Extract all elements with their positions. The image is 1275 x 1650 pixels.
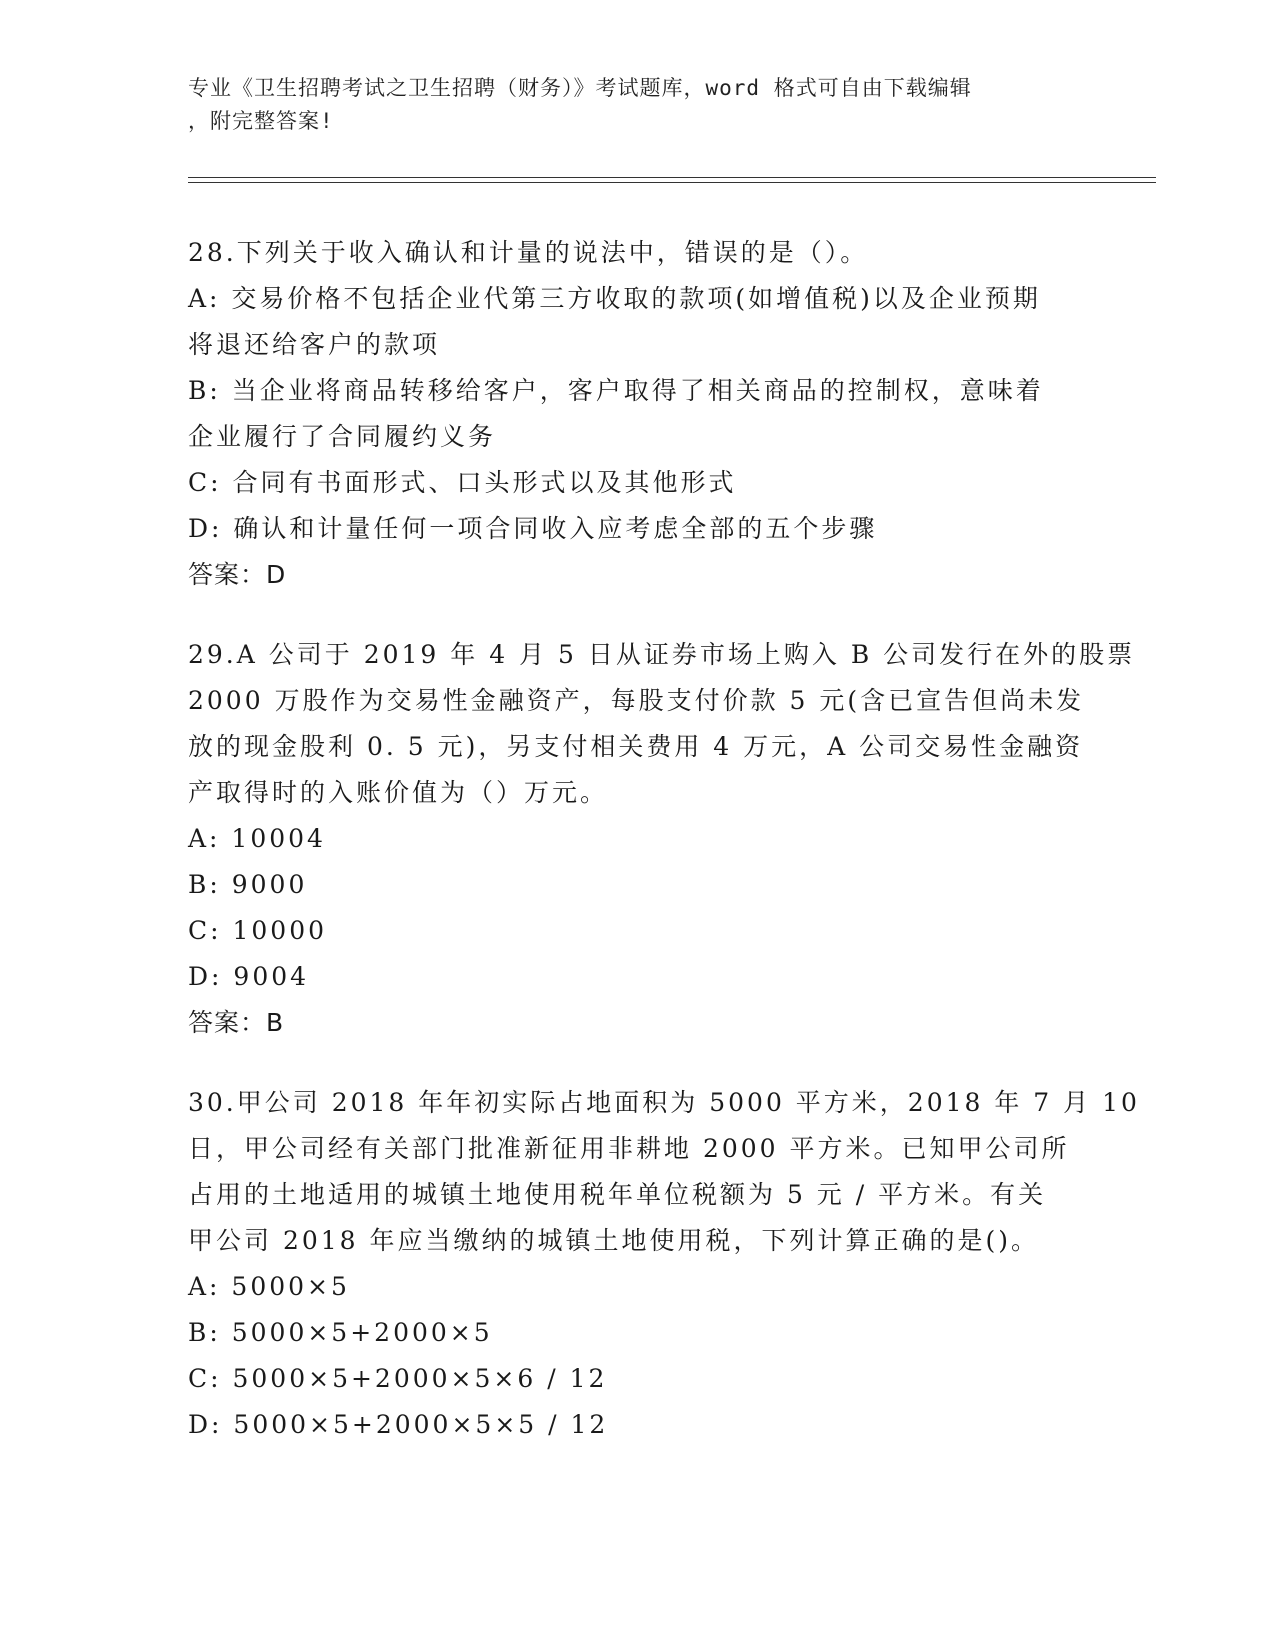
question-28: [188, 230, 1088, 598]
option-a-continued: 将退还给客户的款项: [188, 330, 441, 359]
option-c: C: 5000×5+2000×5×6 / 12: [188, 1364, 608, 1393]
header-divider-top: [188, 177, 1156, 178]
question-stem-line-4: 产取得时的入账价值为（）万元。: [188, 778, 609, 807]
answer-label: 答案：D: [188, 560, 287, 589]
header-line-2: ，附完整答案!: [188, 109, 334, 133]
question-stem-line-3: 放的现金股利 0. 5 元)，另支付相关费用 4 万元，A 公司交易性金融资: [188, 732, 1084, 761]
question-stem: 28.下列关于收入确认和计量的说法中，错误的是（）。: [188, 238, 869, 267]
answer-label: 答案：B: [188, 1008, 285, 1037]
option-c: C: 10000: [188, 916, 328, 945]
question-30: [188, 1080, 1140, 1448]
question-stem-line-2: 2000 万股作为交易性金融资产，每股支付价款 5 元(含已宣告但尚未发: [188, 686, 1085, 715]
option-a: A: 10004: [188, 824, 326, 853]
option-c: C: 合同有书面形式、口头形式以及其他形式: [188, 468, 737, 497]
question-stem: 29.A 公司于 2019 年 4 月 5 日从证券市场上购入 B 公司发行在外的股票: [188, 640, 1136, 669]
option-b: B: 9000: [188, 870, 308, 899]
question-stem-line-2: 日，甲公司经有关部门批准新征用非耕地 2000 平方米。已知甲公司所: [188, 1134, 1070, 1163]
question-stem: 30.甲公司 2018 年年初实际占地面积为 5000 平方米，2018 年 7 月 10: [188, 1088, 1140, 1117]
question-29: [188, 632, 1136, 1046]
question-stem-line-3: 占用的土地适用的城镇土地使用税年单位税额为 5 元 / 平方米。有关: [188, 1180, 1047, 1209]
option-b: B: 当企业将商品转移给客户，客户取得了相关商品的控制权，意味着: [188, 376, 1044, 405]
option-b: B: 5000×5+2000×5: [188, 1318, 493, 1347]
header-line-1: 专业《卫生招聘考试之卫生招聘（财务）》考试题库，word 格式可自由下载编辑: [188, 76, 972, 100]
option-d: D: 9004: [188, 962, 310, 991]
question-list: [188, 230, 1140, 1482]
option-d: D: 5000×5+2000×5×5 / 12: [188, 1410, 609, 1439]
option-b-continued: 企业履行了合同履约义务: [188, 422, 497, 451]
option-d: D: 确认和计量任何一项合同收入应考虑全部的五个步骤: [188, 514, 878, 543]
header-divider-bottom: [188, 182, 1156, 183]
document-header: [188, 72, 1068, 138]
option-a: A: 5000×5: [188, 1272, 350, 1301]
option-a: A: 交易价格不包括企业代第三方收取的款项(如增值税)以及企业预期: [188, 284, 1041, 313]
question-stem-line-4: 甲公司 2018 年应当缴纳的城镇土地使用税，下列计算正确的是()。: [188, 1226, 1040, 1255]
